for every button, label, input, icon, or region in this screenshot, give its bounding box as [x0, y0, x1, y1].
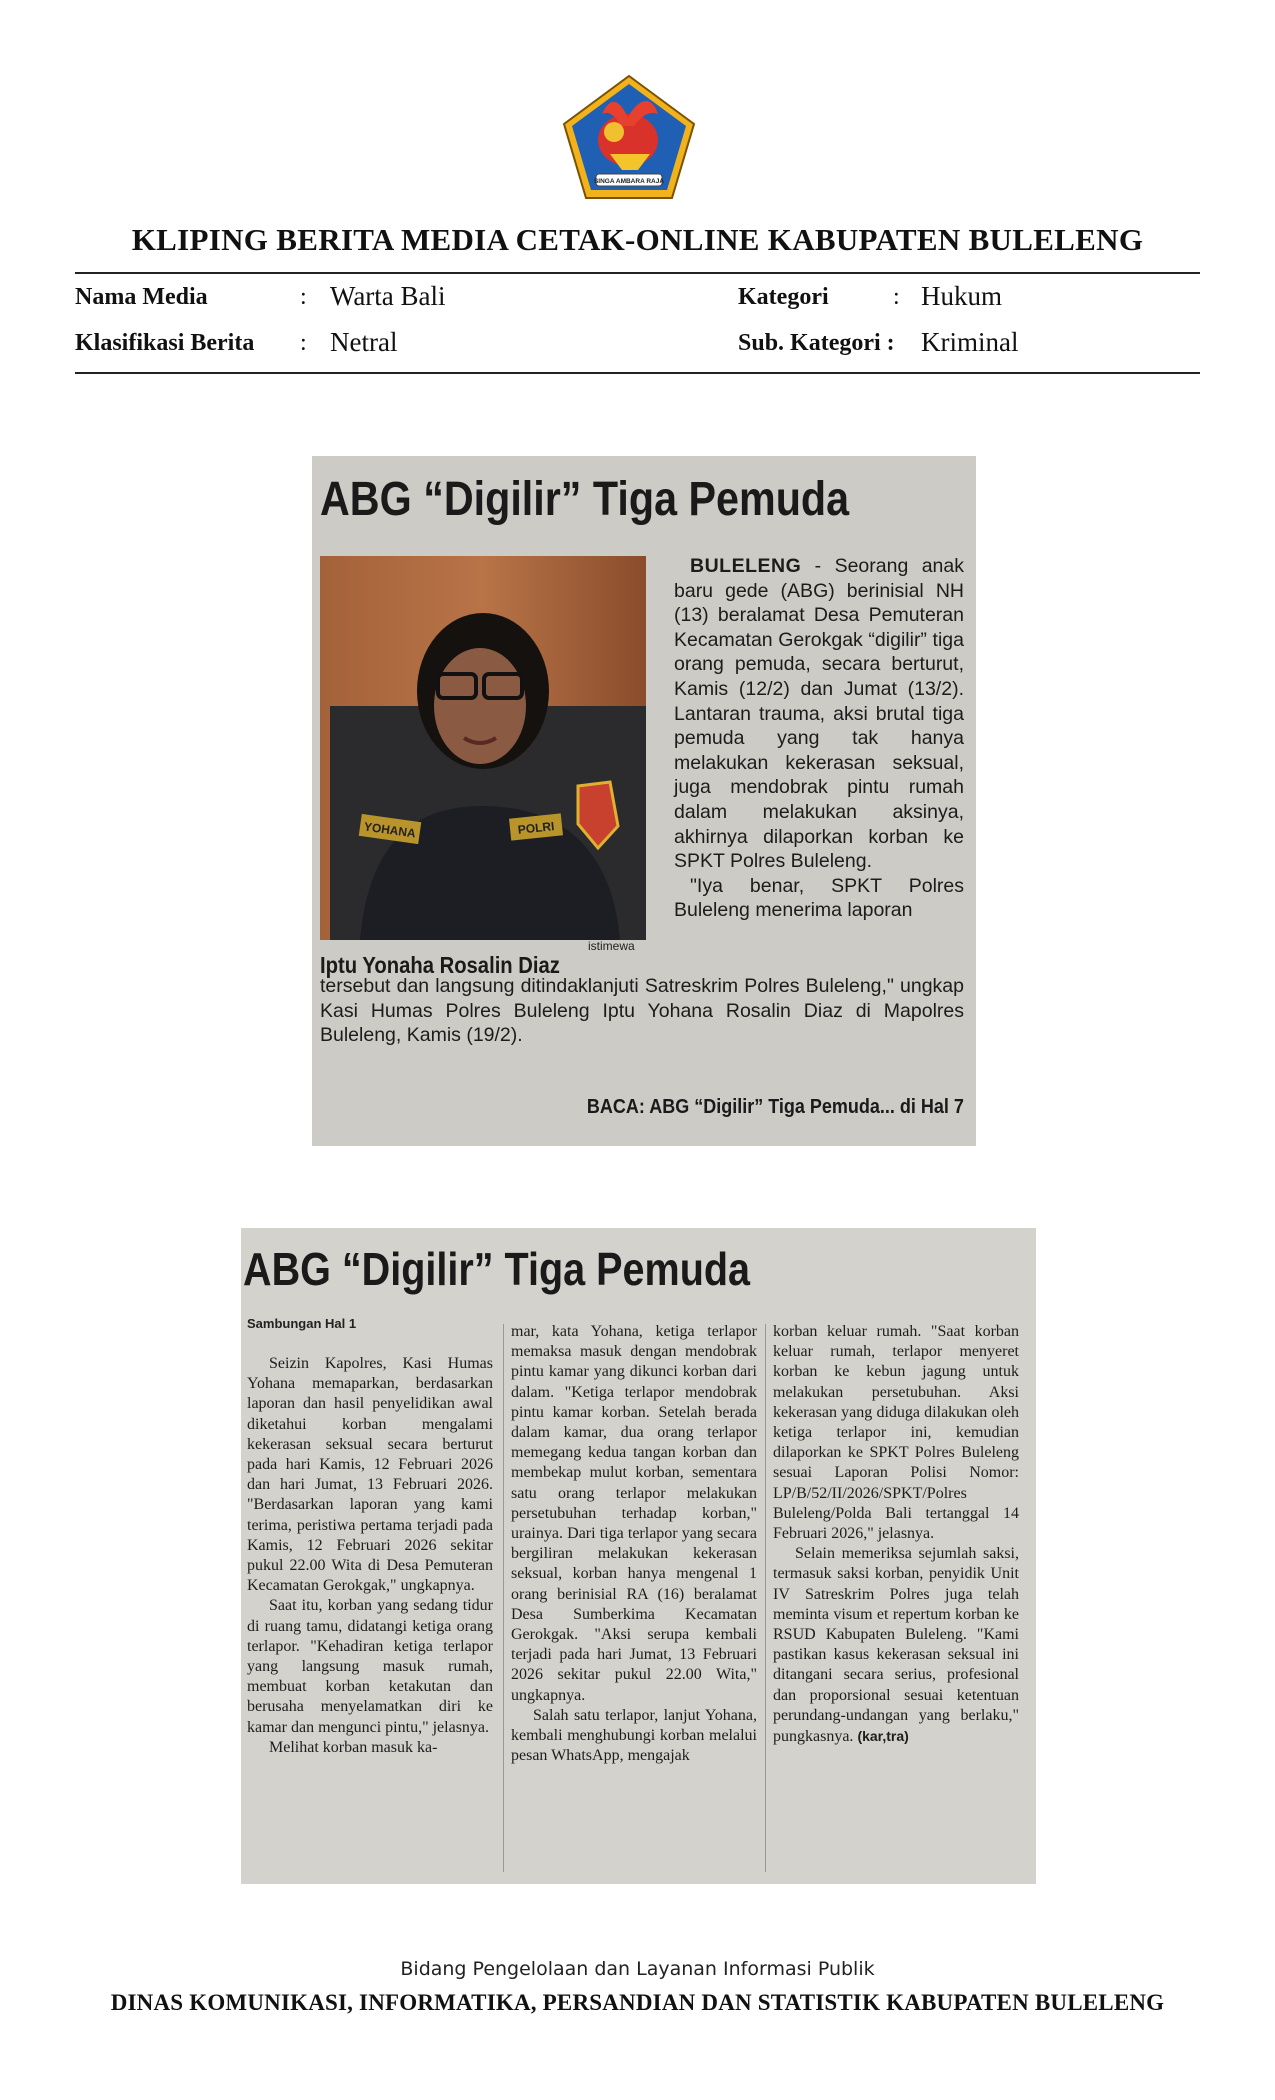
lead-paragraph-2-continued: tersebut dan langsung ditindaklanjuti Satreskrim Polres Buleleng," ungkap Kasi Humas Polres Buleleng Iptu Yohana Rosalin Diaz di Mapolres Buleleng, Kamis (19/2). — [320, 975, 964, 1047]
logo-motto: SINGA AMBARA RAJA — [593, 178, 665, 185]
sub-kategori-value: Kriminal — [921, 327, 1019, 357]
continuation-headline: ABG “Digilir” Tiga Pemuda — [243, 1243, 751, 1295]
klasifikasi-colon: : — [300, 330, 307, 356]
continuation-label: Sambungan Hal 1 — [247, 1316, 357, 1331]
officer-portrait-photo — [320, 556, 646, 940]
footer-department: Bidang Pengelolaan dan Layanan Informasi Publik — [400, 1958, 875, 1980]
article-column-1 — [247, 1354, 493, 1758]
lead-paragraph-1: BULELENG - Seorang anak baru gede (ABG) berinisial NH (13) beralamat Desa Pemuteran Kecamatan Gerokgak “digilir” tiga orang pemuda, secara berturut, Kamis (12/2) dan Jumat (13/2). Lantaran trauma, aksi brutal tiga pemuda yang tak hanya melakukan kekerasan seksual, juga mendobrak pintu rumah dalam melakukan aksinya, akhirnya dilaporkan korban ke SPKT Polres Buleleng. — [674, 555, 965, 873]
paragraph: mar, kata Yohana, ketiga terlapor memaksa masuk dengan mendobrak pintu kamar yang dikunci korban dari dalam. "Ketiga terlapor mendobrak pintu kamar korban. Setelah berada dalam kamar, dua orang terlapor memegang kedua tangan korban dan membekap mulut korban, sementara satu orang terlapor melakukan persetubuhan terhadap korban," urainya. Dari tiga terlapor yang secara bergiliran melakukan kekerasan seksual, korban hanya mengenal 1 orang berinisial RA (16) beralamat Desa Sumberkima Kecamatan Gerokgak. "Aksi serupa kembali terjadi pada hari Jumat, 13 Februari 2026 sekitar pukul 22.00 Wita," ungkapnya. — [511, 1323, 757, 1704]
kategori-colon: : — [893, 284, 900, 310]
dateline: BULELENG — [690, 555, 802, 577]
document-title: KLIPING BERITA MEDIA CETAK-ONLINE KABUPATEN BULELENG — [131, 222, 1144, 257]
polri-badge: POLRI — [517, 819, 556, 837]
newspaper-clipping-front — [312, 456, 976, 1146]
article-column-2 — [511, 1322, 757, 1766]
paragraph: Seizin Kapolres, Kasi Humas Yohana memaparkan, berdasarkan laporan dan hasil penyelidikan awal diketahui korban mengalami kekerasan seksual secara berturut pada hari Kamis, 12 Februari 2026 dan hari Jumat, 13 Februari 2026. "Berdasarkan laporan yang kami terima, peristiwa pertama terjadi pada Kamis, 12 Februari 2026 sekitar pukul 22.00 Wita di Desa Pemuteran Kecamatan Gerokgak," ungkapnya. — [247, 1355, 493, 1595]
column-divider — [765, 1324, 766, 1872]
klasifikasi-label: Klasifikasi Berita — [75, 330, 255, 356]
article-column-3 — [773, 1322, 1019, 1747]
footer-agency: DINAS KOMUNIKASI, INFORMATIKA, PERSANDIAN DAN STATISTIK KABUPATEN BULELENG — [110, 1990, 1165, 2015]
photo-credit: istimewa — [588, 939, 635, 953]
nama-media-value: Warta Bali — [330, 281, 446, 311]
paragraph: Melihat korban masuk ka- — [269, 1738, 438, 1756]
paragraph: korban keluar rumah. "Saat korban keluar rumah, terlapor menyeret korban ke kebun jagung untuk melakukan persetubuhan. Aksi kekerasan yang diduga dilakukan oleh ketiga terlapor ini, kemudian dilaporkan ke SPKT Polres Buleleng sesuai Laporan Polisi Nomor: LP/B/52/II/2026/SPKT/Polres Buleleng/Polda Bali tertanggal 14 Februari 2026," jelasnya. — [773, 1323, 1019, 1543]
nama-media-label: Nama Media — [75, 284, 208, 310]
photo-caption: Iptu Yonaha Rosalin Diaz — [320, 952, 560, 978]
lead-column — [674, 554, 964, 923]
nama-media-colon: : — [300, 284, 307, 310]
header-rule-bottom — [75, 372, 1200, 374]
kategori-value: Hukum — [921, 281, 1002, 311]
name-badge: YOHANA — [363, 819, 417, 841]
newspaper-clipping-continuation — [241, 1228, 1036, 1884]
buleleng-regency-logo — [562, 74, 696, 200]
klasifikasi-value: Netral — [330, 327, 398, 357]
kategori-label: Kategori — [738, 284, 829, 310]
continued-reference: BACA: ABG “Digilir” Tiga Pemuda... di Hal 7 — [586, 1096, 964, 1118]
paragraph: Selain memeriksa sejumlah saksi, termasuk saksi korban, penyidik Unit IV Satreskrim Polres juga telah meminta visum et repertum korban ke RSUD Kabupaten Buleleng. "Kami pastikan kasus kekerasan seksual ini ditangani secara serius, profesional dan proporsional sesuai ketentuan perundang-undangan yang berlaku," pungkasnya. (kar,tra) — [773, 1545, 1019, 1746]
paragraph: Saat itu, korban yang sedang tidur di ruang tamu, didatangi ketiga orang terlapor. "Kehadiran ketiga terlapor yang langsung masuk rumah, membuat korban ketakutan dan berusaha menyelamatkan diri ke kamar dan mengunci pintu," jelasnya. — [247, 1597, 493, 1736]
paragraph: Salah satu terlapor, lanjut Yohana, kembali menghubungi korban melalui pesan WhatsApp, mengajak — [511, 1706, 757, 1765]
sub-kategori-label: Sub. Kategori : — [738, 330, 895, 356]
clipping-headline: ABG “Digilir” Tiga Pemuda — [320, 473, 850, 526]
column-divider — [503, 1324, 504, 1872]
header-rule-top — [75, 272, 1200, 274]
author-signature: (kar,tra) — [857, 1728, 909, 1745]
lead-paragraph-2: "Iya benar, SPKT Polres Buleleng menerima laporan — [674, 874, 964, 922]
